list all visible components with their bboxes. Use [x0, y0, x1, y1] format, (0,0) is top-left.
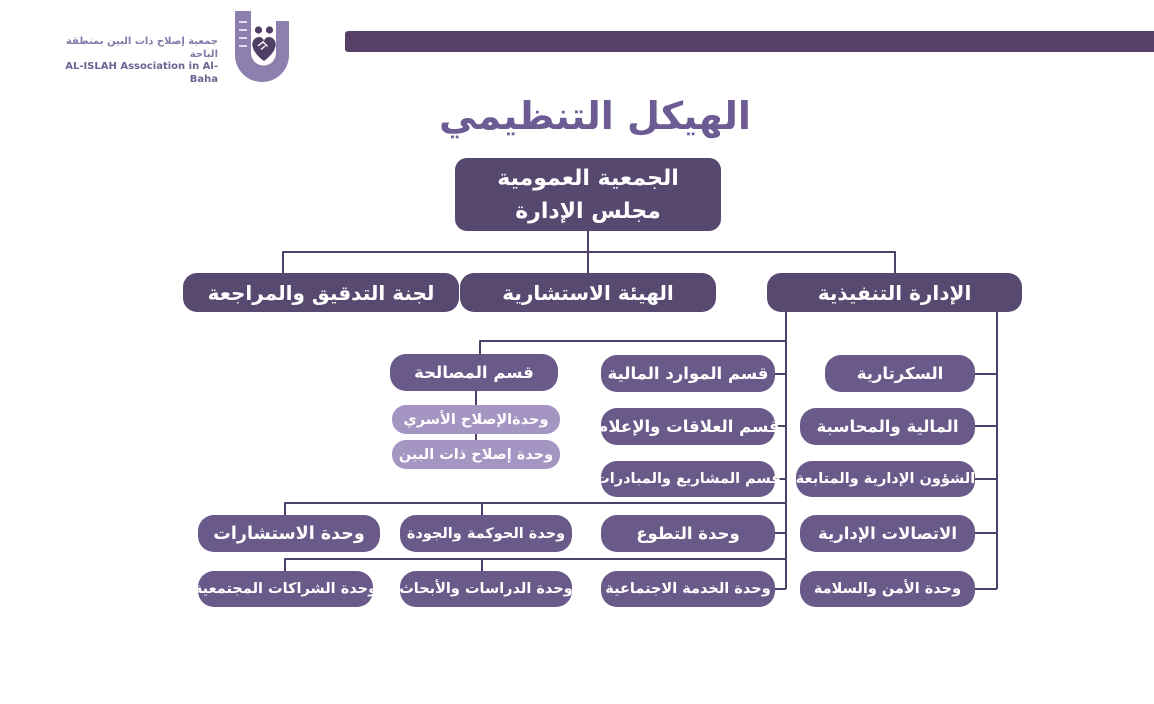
- node-board-of-directors-line: مجلس الإدارة: [515, 198, 661, 224]
- association-logo-icon: [222, 8, 304, 88]
- brand-name-arabic: جمعية إصلاح ذات البين بمنطقة الباحة: [65, 36, 218, 60]
- page-title: الهيكل التنظيمي: [439, 94, 751, 138]
- node-family-reform-unit: وحدةالإصلاح الأسري: [392, 405, 560, 434]
- node-financial-resources-dept: قسم الموارد المالية: [601, 355, 775, 392]
- header-accent-bar: [345, 31, 1154, 52]
- node-reconciliation-unit: وحدة إصلاح ذات البين: [392, 440, 560, 469]
- node-security-safety-unit: وحدة الأمن والسلامة: [800, 571, 975, 607]
- node-executive-management: الإدارة التنفيذية: [767, 273, 1022, 312]
- node-audit-review-committee: لجنة التدقيق والمراجعة: [183, 273, 459, 312]
- node-general-assembly-board: [455, 158, 721, 231]
- node-consultations-unit: وحدة الاستشارات: [198, 515, 380, 552]
- node-reconciliation-dept: قسم المصالحة: [390, 354, 558, 391]
- node-relations-media-dept: قسم العلاقات والإعلام: [601, 408, 775, 445]
- node-studies-research-unit: وحدة الدراسات والأبحاث: [400, 571, 572, 607]
- node-admin-affairs-followup: الشؤون الإدارية والمتابعة: [796, 461, 975, 497]
- node-community-partnerships-unit: وحدة الشراكات المجتمعية: [198, 571, 373, 607]
- node-general-assembly-line: الجمعية العمومية: [497, 165, 679, 191]
- node-social-service-unit: وحدة الخدمة الاجتماعية: [601, 571, 775, 607]
- logo-heart-icon: [252, 37, 275, 61]
- brand-text: [60, 36, 218, 86]
- node-volunteering-unit: وحدة التطوع: [601, 515, 775, 552]
- node-projects-initiatives-dept: قسم المشاريع والمبادرات: [601, 461, 775, 497]
- node-finance-accounting: المالية والمحاسبة: [800, 408, 975, 445]
- node-governance-quality-unit: وحدة الحوكمة والجودة: [400, 515, 572, 552]
- node-advisory-board: الهيئة الاستشارية: [460, 273, 716, 312]
- node-secretariat: السكرتارية: [825, 355, 975, 392]
- node-admin-communications: الاتصالات الإدارية: [800, 515, 975, 552]
- brand-name-english: AL-ISLAH Association in Al-Baha: [65, 61, 218, 85]
